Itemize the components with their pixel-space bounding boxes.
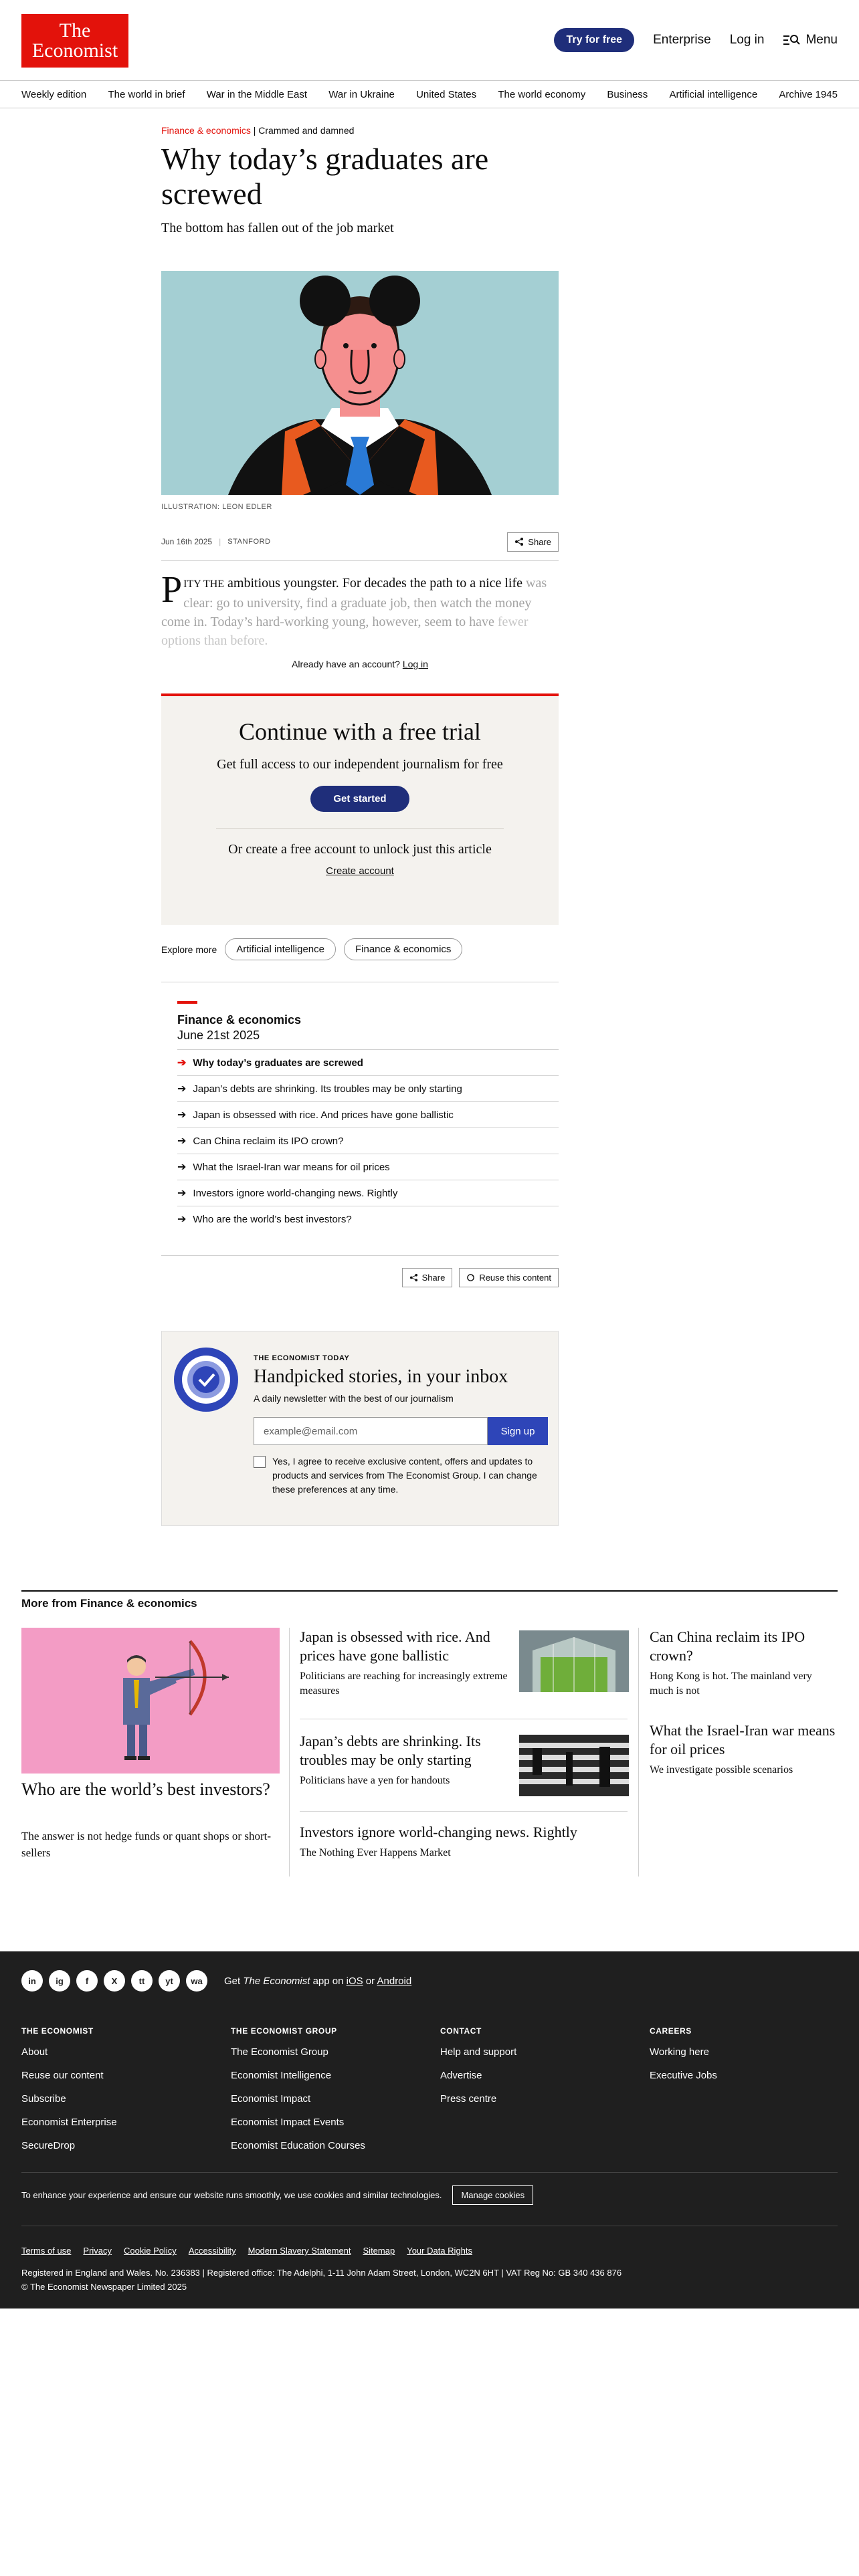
issue-accent-bar bbox=[177, 1001, 197, 1004]
share-button[interactable] bbox=[507, 532, 559, 552]
nav-world-in-brief[interactable]: The world in brief bbox=[108, 88, 185, 100]
more-rule bbox=[21, 1590, 838, 1592]
whatsapp-icon[interactable]: wa bbox=[186, 1970, 207, 1992]
issue-item-label: Investors ignore world-changing news. Rightly bbox=[193, 1187, 398, 1199]
chip-artificial-intelligence[interactable]: Artificial intelligence bbox=[225, 938, 336, 960]
nav-archive-1945[interactable]: Archive 1945 bbox=[779, 88, 838, 100]
column-divider bbox=[289, 1628, 290, 1876]
issue-item-label: Japan is obsessed with rice. And prices have gone ballistic bbox=[193, 1109, 454, 1121]
site-footer bbox=[0, 1951, 859, 2309]
more-item-subtitle: The Nothing Ever Happens Market bbox=[300, 1847, 451, 1858]
more-section-title: More from Finance & economics bbox=[21, 1597, 197, 1610]
issue-item[interactable] bbox=[177, 1180, 559, 1206]
column-divider bbox=[638, 1628, 639, 1876]
greenhouse-thumbnail[interactable] bbox=[519, 1630, 629, 1692]
share-icon bbox=[409, 1273, 418, 1282]
share-button-bottom[interactable] bbox=[402, 1268, 453, 1287]
app-name: The Economist bbox=[243, 1975, 310, 1987]
consent-checkbox[interactable] bbox=[254, 1456, 266, 1468]
footer-link[interactable]: Help and support bbox=[440, 2046, 517, 2058]
facebook-icon[interactable]: f bbox=[76, 1970, 98, 1992]
issue-item[interactable] bbox=[177, 1075, 559, 1101]
legal-link[interactable]: Sitemap bbox=[363, 2246, 395, 2256]
more-item-headline: Japan is obsessed with rice. And prices have gone ballistic bbox=[300, 1628, 490, 1664]
issue-item[interactable] bbox=[177, 1128, 559, 1154]
more-item-subtitle: Hong Kong is hot. The mainland very much is not bbox=[650, 1671, 812, 1697]
lede-smallcaps: ITY THE bbox=[183, 578, 225, 590]
divider bbox=[161, 1255, 559, 1256]
more-item-headline: Can China reclaim its IPO crown? bbox=[650, 1628, 805, 1664]
footer-link[interactable]: Press centre bbox=[440, 2093, 497, 2105]
economist-logo[interactable] bbox=[21, 14, 128, 68]
footer-column-title: CONTACT bbox=[440, 2026, 482, 2036]
city-thumbnail[interactable] bbox=[519, 1735, 629, 1796]
x-icon[interactable]: X bbox=[104, 1970, 125, 1992]
more-big-headline[interactable]: Who are the world’s best investors? bbox=[21, 1780, 270, 1799]
graduate-illustration bbox=[161, 271, 559, 495]
already-account bbox=[161, 659, 559, 669]
copyright-text: © The Economist Newspaper Limited 2025 bbox=[21, 2282, 187, 2292]
nav-united-states[interactable]: United States bbox=[416, 88, 477, 100]
newsletter-kicker: THE ECONOMIST TODAY bbox=[254, 1354, 350, 1362]
article-location: STANFORD bbox=[227, 538, 271, 546]
footer-column bbox=[650, 2026, 859, 2163]
consent-row bbox=[254, 1455, 548, 1497]
issue-item[interactable] bbox=[177, 1206, 559, 1232]
clock-badge-icon bbox=[174, 1348, 238, 1412]
more-big-subtitle: The answer is not hedge funds or quant shops or short-sellers bbox=[21, 1830, 271, 1859]
flytitle: Crammed and damned bbox=[258, 125, 355, 136]
logo-line-2: Economist bbox=[31, 39, 118, 62]
share-row bbox=[161, 1268, 559, 1287]
explore-more bbox=[161, 938, 559, 960]
footer-divider bbox=[21, 2172, 838, 2173]
nav-world-economy[interactable]: The world economy bbox=[498, 88, 586, 100]
footer-column bbox=[21, 2026, 231, 2163]
footer-link[interactable]: Economist Impact bbox=[231, 2093, 311, 2105]
consent-text: Yes, I agree to receive exclusive content, offers and updates to products and services from The Economist Group. I can change these preferences at any time. bbox=[272, 1456, 537, 1495]
article-meta bbox=[161, 528, 559, 555]
already-login-link[interactable]: Log in bbox=[402, 659, 428, 669]
more-item-subtitle: Politicians are reaching for increasingly extreme measures bbox=[300, 1671, 508, 1697]
arrow-right-icon: ➔ bbox=[177, 1214, 187, 1225]
divider bbox=[161, 560, 559, 561]
paywall-or-text: Or create a free account to unlock just this article bbox=[228, 842, 492, 857]
more-item[interactable] bbox=[300, 1823, 628, 1860]
app-prefix: Get bbox=[224, 1975, 244, 1987]
reuse-label: Reuse this content bbox=[479, 1273, 551, 1283]
footer-link[interactable]: Advertise bbox=[440, 2070, 482, 2081]
arrow-right-icon: ➔ bbox=[177, 1083, 187, 1095]
nav-artificial-intelligence[interactable]: Artificial intelligence bbox=[669, 88, 758, 100]
article-lede bbox=[161, 569, 559, 650]
footer-link[interactable]: Subscribe bbox=[21, 2093, 66, 2105]
arrow-right-icon: ➔ bbox=[177, 1109, 187, 1121]
search-menu-icon bbox=[783, 33, 800, 47]
footer-link[interactable]: The Economist Group bbox=[231, 2046, 328, 2058]
instagram-icon[interactable]: ig bbox=[49, 1970, 70, 1992]
legal-link[interactable]: Cookie Policy bbox=[124, 2246, 177, 2256]
drop-cap: P bbox=[161, 569, 183, 611]
issue-item-label: What the Israel-Iran war means for oil prices bbox=[193, 1161, 390, 1173]
newsletter-subtitle: A daily newsletter with the best of our journalism bbox=[254, 1393, 454, 1404]
arrow-right-icon: ➔ bbox=[177, 1136, 187, 1147]
chip-finance-economics[interactable]: Finance & economics bbox=[344, 938, 462, 960]
app-promo bbox=[224, 1975, 411, 1987]
android-link[interactable]: Android bbox=[377, 1975, 412, 1987]
legal-link[interactable]: Terms of use bbox=[21, 2246, 72, 2256]
more-item-subtitle: We investigate possible scenarios bbox=[650, 1764, 793, 1776]
reuse-content-button[interactable] bbox=[459, 1268, 559, 1287]
article-rubric bbox=[161, 125, 559, 136]
footer-link[interactable]: Working here bbox=[650, 2046, 709, 2058]
more-item[interactable] bbox=[300, 1628, 514, 1699]
ios-link[interactable]: iOS bbox=[346, 1975, 363, 1987]
archer-image bbox=[21, 1628, 280, 1774]
more-item-subtitle: Politicians have a yen for handouts bbox=[300, 1775, 450, 1786]
explore-label: Explore more bbox=[161, 944, 217, 955]
more-item[interactable] bbox=[300, 1732, 514, 1788]
footer-column bbox=[440, 2026, 650, 2163]
share-icon bbox=[514, 537, 524, 546]
social-links bbox=[21, 1970, 411, 1992]
image-credit: ILLUSTRATION: LEON EDLER bbox=[161, 503, 272, 511]
footer-link[interactable]: Economist Enterprise bbox=[21, 2117, 117, 2128]
legal-link[interactable]: Your Data Rights bbox=[407, 2246, 473, 2256]
legal-text bbox=[21, 2266, 622, 2294]
sign-up-button[interactable]: Sign up bbox=[488, 1417, 548, 1445]
rubric-separator: | bbox=[250, 125, 259, 136]
article-standfirst: The bottom has fallen out of the job market bbox=[161, 221, 394, 235]
paywall-panel bbox=[161, 693, 559, 925]
newsletter-panel bbox=[161, 1331, 559, 1526]
footer-column-title: CAREERS bbox=[650, 2026, 692, 2036]
footer-column-title: THE ECONOMIST bbox=[21, 2026, 94, 2036]
header-actions bbox=[554, 28, 838, 52]
logo-line-1: The bbox=[59, 19, 91, 41]
menu-button[interactable] bbox=[783, 33, 838, 47]
arrow-right-icon: ➔ bbox=[177, 1188, 187, 1199]
lede-dark: ambitious youngster. For decades the path to a nice life bbox=[224, 576, 523, 591]
lede-mid: was clear: go to university, find a graduate job, then watch the money come in. Today’s hard-working young, however, seem to have bbox=[161, 576, 547, 629]
footer-link[interactable]: Economist Intelligence bbox=[231, 2070, 332, 2081]
cookie-row bbox=[21, 2185, 533, 2205]
try-for-free-button[interactable]: Try for free bbox=[554, 28, 634, 52]
manage-cookies-button[interactable]: Manage cookies bbox=[452, 2185, 533, 2205]
issue-item-label: Can China reclaim its IPO crown? bbox=[193, 1135, 344, 1147]
more-item-headline: Investors ignore world-changing news. Rightly bbox=[300, 1824, 577, 1840]
lede-light: fewer options than before. bbox=[161, 615, 529, 648]
issue-section: Finance & economics bbox=[177, 1013, 302, 1027]
legal-link[interactable]: Privacy bbox=[83, 2246, 112, 2256]
section-link[interactable]: Finance & economics bbox=[161, 125, 251, 136]
tiktok-icon[interactable]: tt bbox=[131, 1970, 153, 1992]
dateline bbox=[161, 537, 271, 546]
reuse-icon bbox=[466, 1273, 475, 1282]
issue-item-label: Who are the world’s best investors? bbox=[193, 1213, 352, 1225]
issue-list bbox=[177, 1049, 559, 1232]
paywall-divider bbox=[216, 828, 504, 829]
issue-date: June 21st 2025 bbox=[177, 1029, 260, 1042]
legal-links bbox=[21, 2246, 472, 2256]
paywall-subtitle: Get full access to our independent journalism for free bbox=[217, 757, 503, 772]
app-or: or bbox=[363, 1975, 377, 1987]
more-item[interactable] bbox=[650, 1721, 837, 1778]
footer-link[interactable]: SecureDrop bbox=[21, 2140, 76, 2151]
issue-item-label: Why today’s graduates are screwed bbox=[193, 1057, 363, 1069]
menu-label: Menu bbox=[805, 33, 838, 47]
archer-illustration[interactable] bbox=[21, 1628, 280, 1774]
more-item-headline: What the Israel-Iran war means for oil prices bbox=[650, 1722, 836, 1757]
enterprise-link[interactable]: Enterprise bbox=[653, 33, 711, 47]
linkedin-icon[interactable]: in bbox=[21, 1970, 43, 1992]
arrow-right-icon: ➔ bbox=[177, 1162, 187, 1173]
already-text: Already have an account? bbox=[292, 659, 400, 669]
article-date: Jun 16th 2025 bbox=[161, 537, 213, 546]
arrow-right-icon: ➔ bbox=[177, 1057, 187, 1069]
app-mid: app on bbox=[310, 1975, 347, 1987]
cookie-text: To enhance your experience and ensure our website runs smoothly, we use cookies and similar technologies. bbox=[21, 2190, 442, 2200]
issue-item[interactable] bbox=[177, 1154, 559, 1180]
issue-item[interactable] bbox=[177, 1049, 559, 1075]
issue-item[interactable] bbox=[177, 1101, 559, 1128]
newsletter-body bbox=[254, 1354, 548, 1497]
newsletter-title: Handpicked stories, in your inbox bbox=[254, 1366, 508, 1387]
share-label: Share bbox=[421, 1273, 446, 1283]
footer-column bbox=[231, 2026, 440, 2163]
footer-columns bbox=[21, 2026, 859, 2163]
legal-link[interactable]: Modern Slavery Statement bbox=[248, 2246, 351, 2256]
nav-business[interactable]: Business bbox=[607, 88, 648, 100]
section-nav bbox=[0, 80, 859, 108]
more-item-headline: Japan’s debts are shrinking. Its troubles may be only starting bbox=[300, 1733, 481, 1768]
create-account-link[interactable]: Create account bbox=[326, 865, 394, 877]
nav-weekly-edition[interactable]: Weekly edition bbox=[21, 88, 87, 100]
nav-war-middle-east[interactable]: War in the Middle East bbox=[206, 88, 308, 100]
more-divider bbox=[300, 1811, 628, 1812]
registration-text: Registered in England and Wales. No. 236383 | Registered office: The Adelphi, 1-11 John Adam Street, London, WC2N 6HT | VAT Reg No: GB 340 436 876 bbox=[21, 2268, 622, 2278]
issue-item-label: Japan’s debts are shrinking. Its troubles may be only starting bbox=[193, 1083, 462, 1095]
more-item[interactable] bbox=[650, 1628, 837, 1699]
footer-link[interactable]: Executive Jobs bbox=[650, 2070, 717, 2081]
newsletter-form bbox=[254, 1417, 548, 1445]
hero-illustration bbox=[161, 271, 559, 495]
youtube-icon[interactable]: yt bbox=[159, 1970, 180, 1992]
footer-column-title: THE ECONOMIST GROUP bbox=[231, 2026, 337, 2036]
footer-link[interactable]: Economist Education Courses bbox=[231, 2140, 365, 2151]
footer-link[interactable]: Reuse our content bbox=[21, 2070, 104, 2081]
article-headline: Why today’s graduates are screwed bbox=[161, 142, 489, 211]
login-link[interactable]: Log in bbox=[729, 33, 765, 47]
get-started-button[interactable]: Get started bbox=[310, 786, 409, 812]
share-label: Share bbox=[528, 536, 551, 547]
email-input[interactable]: example@email.com bbox=[254, 1417, 488, 1445]
site-header bbox=[0, 0, 859, 80]
footer-link[interactable]: Economist Impact Events bbox=[231, 2117, 345, 2128]
issue-list-panel bbox=[177, 1001, 559, 1232]
nav-war-ukraine[interactable]: War in Ukraine bbox=[328, 88, 395, 100]
paywall-title: Continue with a free trial bbox=[239, 718, 481, 745]
legal-link[interactable]: Accessibility bbox=[188, 2246, 236, 2256]
footer-link[interactable]: About bbox=[21, 2046, 48, 2058]
dateline-divider: | bbox=[219, 537, 221, 546]
